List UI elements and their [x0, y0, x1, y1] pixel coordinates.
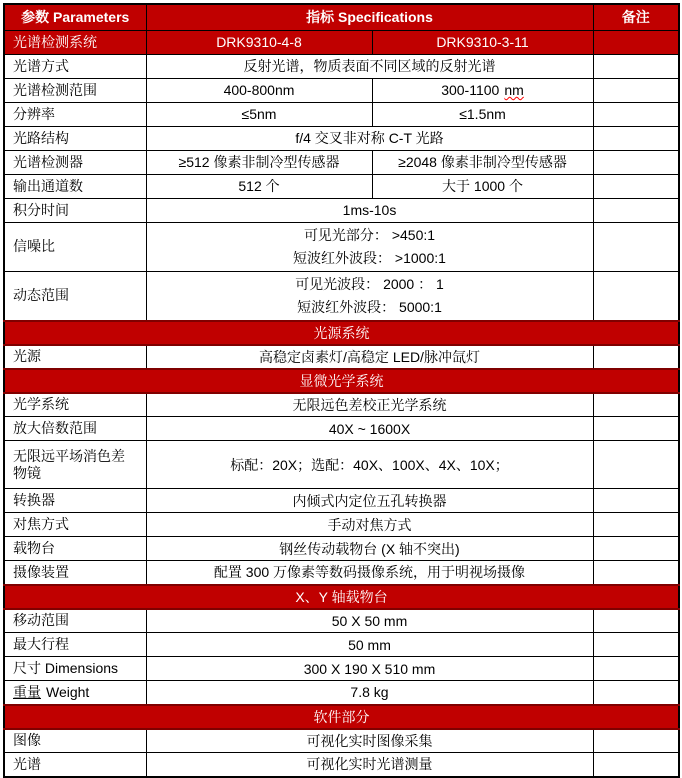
weight-label-en: Weight — [46, 683, 90, 700]
remark-cell — [593, 222, 679, 271]
table-row — [4, 345, 679, 369]
spec-value-b: ≤1.5nm — [372, 102, 593, 126]
section-row-software — [4, 705, 679, 729]
remark-cell — [593, 609, 679, 633]
table-row — [4, 198, 679, 222]
spec-value: 7.8 kg — [146, 681, 593, 705]
param-label: 光源 — [4, 345, 146, 369]
remark-cell — [593, 54, 679, 78]
section-title: 显微光学系统 — [4, 369, 679, 393]
remark-cell — [593, 729, 679, 753]
param-label: 动态范围 — [4, 271, 146, 321]
spec-value: 1ms-10s — [146, 198, 593, 222]
remark-cell — [593, 681, 679, 705]
param-label: 尺寸 Dimensions — [4, 657, 146, 681]
param-label: 光谱 — [4, 753, 146, 777]
table-row — [4, 271, 679, 321]
remark-cell — [593, 633, 679, 657]
spec-value: 300 X 190 X 510 mm — [146, 657, 593, 681]
remark-cell — [593, 198, 679, 222]
spec-value: 40X ~ 1600X — [146, 417, 593, 441]
table-row — [4, 753, 679, 777]
remark-cell — [593, 393, 679, 417]
remark-cell — [593, 537, 679, 561]
remark-cell — [593, 753, 679, 777]
snr-swir-line: 短波红外波段： >1000:1 — [293, 249, 446, 266]
section-row-microscopy — [4, 369, 679, 393]
param-label: 信噪比 — [4, 222, 146, 271]
specifications-table — [3, 3, 680, 778]
remark-cell — [593, 30, 679, 54]
spec-value: 可视化实时光谱测量 — [146, 753, 593, 777]
param-label: 最大行程 — [4, 633, 146, 657]
table-row — [4, 513, 679, 537]
spec-value-a: ≤5nm — [146, 102, 372, 126]
remark-cell — [593, 174, 679, 198]
param-label — [4, 681, 146, 705]
param-label: 输出通道数 — [4, 174, 146, 198]
param-label: 积分时间 — [4, 198, 146, 222]
table-row — [4, 681, 679, 705]
remark-cell — [593, 657, 679, 681]
spec-value: f/4 交叉非对称 C-T 光路 — [146, 126, 593, 150]
weight-label-cn: 重量 — [13, 683, 41, 700]
spec-value — [146, 222, 593, 271]
param-label: 放大倍数范围 — [4, 417, 146, 441]
remark-cell — [593, 150, 679, 174]
remark-cell — [593, 417, 679, 441]
spec-value: 标配：20X；选配：40X、100X、4X、10X； — [146, 441, 593, 489]
spec-value: 内倾式内定位五孔转换器 — [146, 489, 593, 513]
remark-cell — [593, 271, 679, 321]
table-row — [4, 78, 679, 102]
param-label: 光路结构 — [4, 126, 146, 150]
spec-value: 50 mm — [146, 633, 593, 657]
remark-cell — [593, 102, 679, 126]
spec-value-a: 512 个 — [146, 174, 372, 198]
table-row — [4, 561, 679, 585]
remark-cell — [593, 441, 679, 489]
table-row — [4, 609, 679, 633]
remark-cell — [593, 78, 679, 102]
remark-cell — [593, 561, 679, 585]
section-row-light-source — [4, 321, 679, 345]
table-row — [4, 489, 679, 513]
param-label: 移动范围 — [4, 609, 146, 633]
dynamic-range-swir-line: 短波红外波段： 5000:1 — [297, 298, 442, 315]
param-label: 光谱检测器 — [4, 150, 146, 174]
spec-value: 钢丝传动载物台 (X 轴不突出) — [146, 537, 593, 561]
table-row — [4, 729, 679, 753]
table-row — [4, 150, 679, 174]
param-label: 光谱方式 — [4, 54, 146, 78]
snr-visible-line: 可见光部分： >450:1 — [303, 226, 436, 243]
table-header-row — [4, 4, 679, 30]
spec-value-a: 400-800nm — [146, 78, 372, 102]
spec-value-b — [372, 78, 593, 102]
param-label: 摄像装置 — [4, 561, 146, 585]
spec-value: 无限远色差校正光学系统 — [146, 393, 593, 417]
table-row — [4, 393, 679, 417]
spec-value: 50 X 50 mm — [146, 609, 593, 633]
dynamic-range-visible-line: 可见光波段： 2000 ： 1 — [295, 275, 444, 292]
model-row — [4, 30, 679, 54]
remark-cell — [593, 513, 679, 537]
remark-cell — [593, 345, 679, 369]
table-row — [4, 126, 679, 150]
table-row — [4, 417, 679, 441]
param-label: 无限远平场消色差物镜 — [4, 441, 146, 489]
model-a: DRK9310-4-8 — [146, 30, 372, 54]
spec-value: 手动对焦方式 — [146, 513, 593, 537]
section-row-xy-stage — [4, 585, 679, 609]
spec-value-a: ≥512 像素非制冷型传感器 — [146, 150, 372, 174]
section-title: 光源系统 — [4, 321, 679, 345]
remark-cell — [593, 489, 679, 513]
table-row — [4, 537, 679, 561]
spec-value-b: 大于 1000 个 — [372, 174, 593, 198]
spec-value: 高稳定卤素灯/高稳定 LED/脉冲氙灯 — [146, 345, 593, 369]
spec-value-b: ≥2048 像素非制冷型传感器 — [372, 150, 593, 174]
param-label: 光学系统 — [4, 393, 146, 417]
spellcheck-squiggle-text: nm — [504, 82, 524, 98]
spec-value — [146, 271, 593, 321]
section-title: X、Y 轴载物台 — [4, 585, 679, 609]
section-title: 软件部分 — [4, 705, 679, 729]
table-row — [4, 222, 679, 271]
spec-value: 配置 300 万像素等数码摄像系统，用于明视场摄像 — [146, 561, 593, 585]
model-b: DRK9310-3-11 — [372, 30, 593, 54]
table-row — [4, 174, 679, 198]
range-number: 300-1100 — [441, 82, 500, 98]
header-remark: 备注 — [593, 4, 679, 30]
table-row — [4, 102, 679, 126]
param-label: 光谱检测系统 — [4, 30, 146, 54]
spec-value: 可视化实时图像采集 — [146, 729, 593, 753]
table-row — [4, 441, 679, 489]
param-label: 载物台 — [4, 537, 146, 561]
param-label: 对焦方式 — [4, 513, 146, 537]
param-label: 光谱检测范围 — [4, 78, 146, 102]
spec-value: 反射光谱，物质表面不同区域的反射光谱 — [146, 54, 593, 78]
table-row — [4, 633, 679, 657]
param-label: 转换器 — [4, 489, 146, 513]
param-label: 图像 — [4, 729, 146, 753]
header-specifications: 指标 Specifications — [146, 4, 593, 30]
table-row — [4, 657, 679, 681]
table-row — [4, 54, 679, 78]
header-parameters: 参数 Parameters — [4, 4, 146, 30]
remark-cell — [593, 126, 679, 150]
param-label: 分辨率 — [4, 102, 146, 126]
